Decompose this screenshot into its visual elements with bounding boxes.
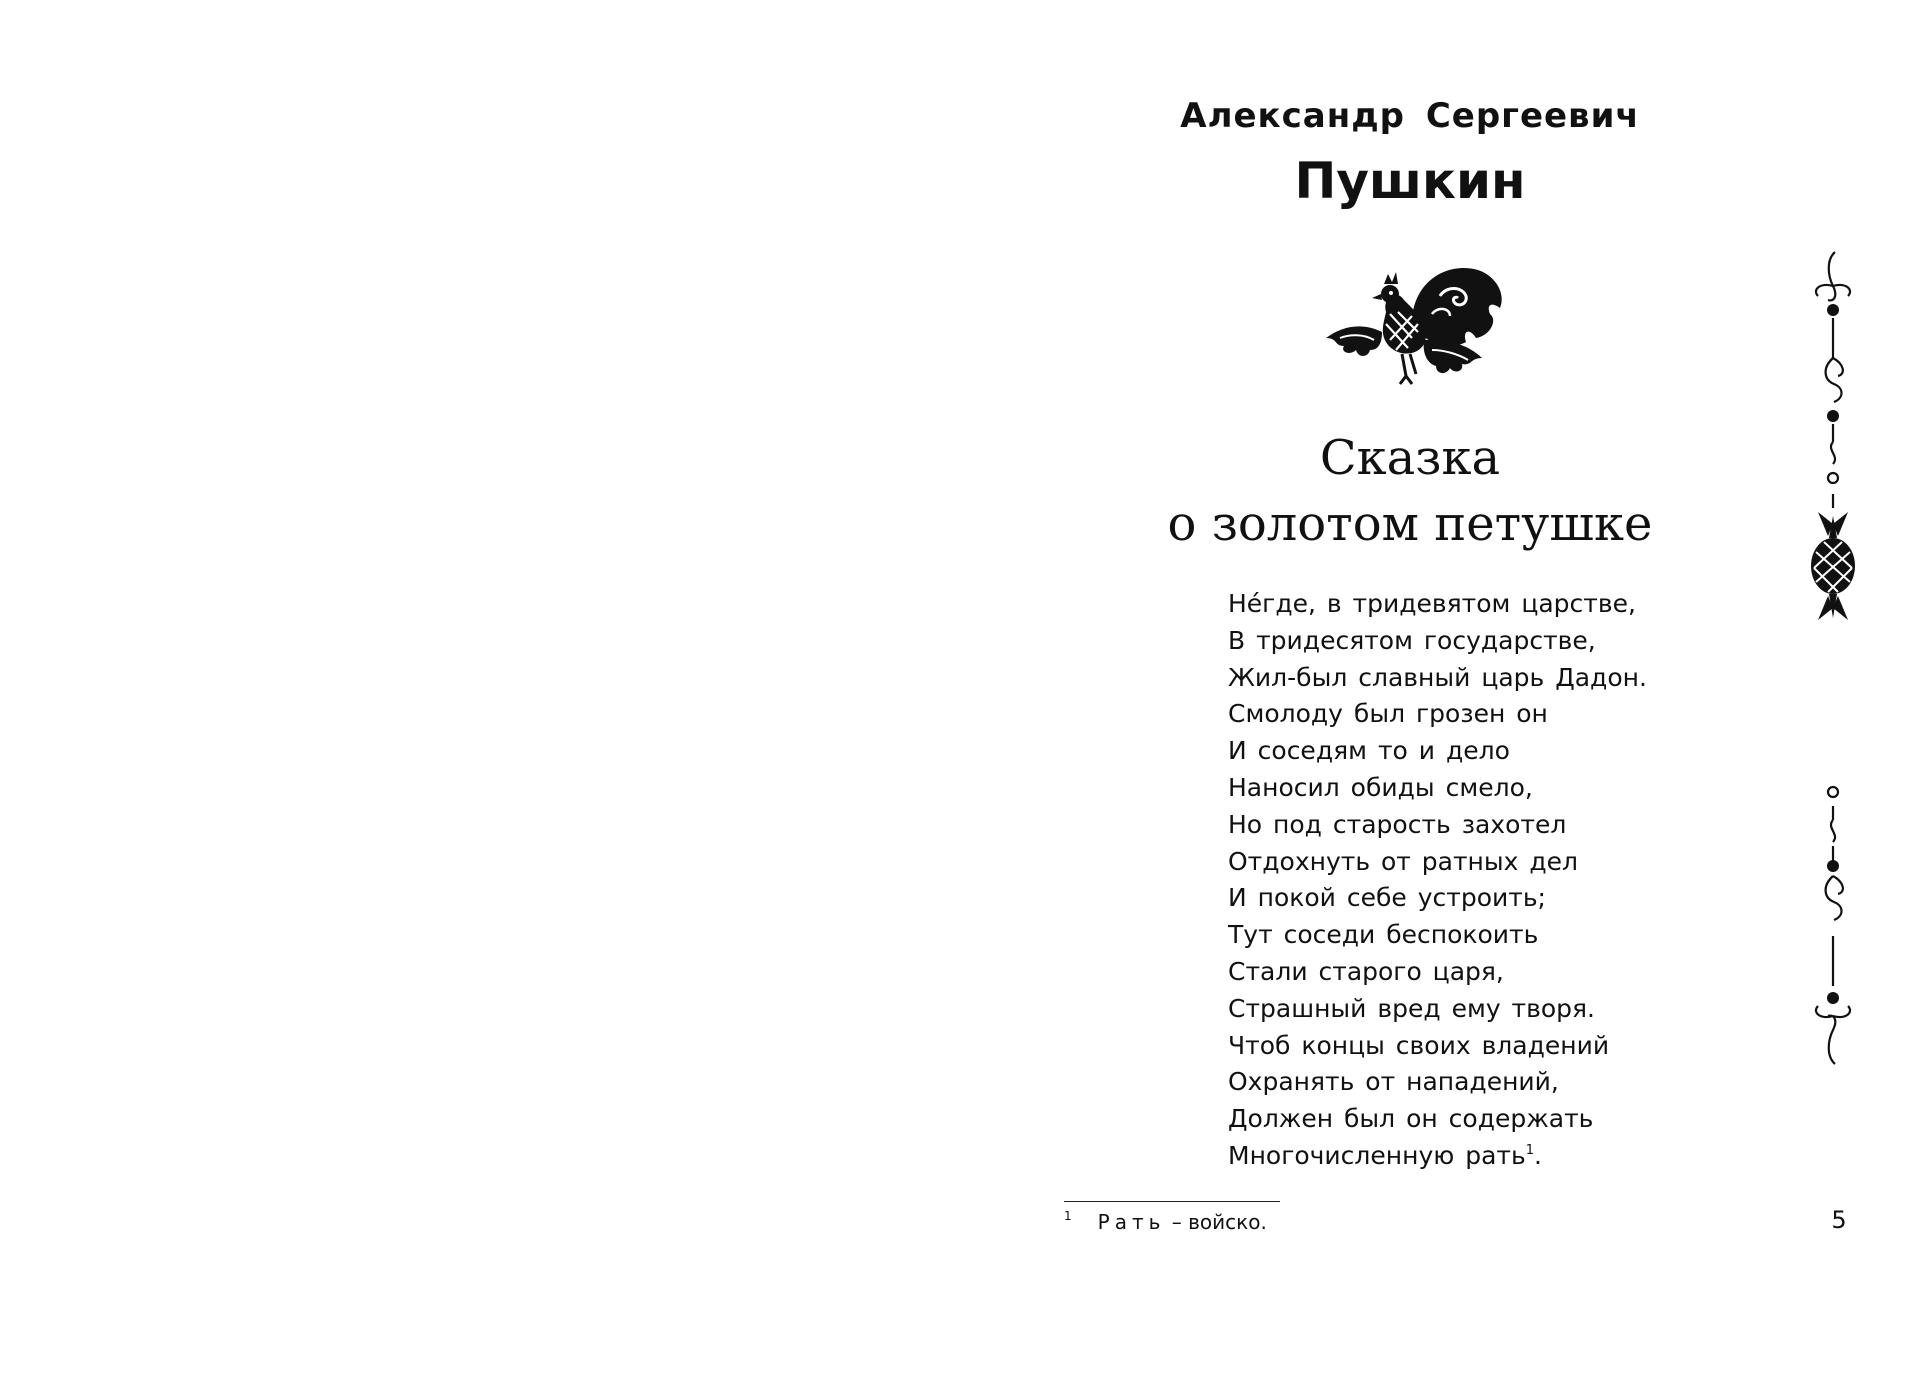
- poem-line-punct: .: [1534, 1140, 1542, 1170]
- footnote-term: Рать: [1097, 1210, 1166, 1234]
- tale-title: [1130, 425, 1690, 557]
- footnote: [1064, 1209, 1464, 1234]
- poem-line: Наносил обиды смело,: [1228, 772, 1533, 802]
- poem-line: Охранять от нападений,: [1228, 1067, 1559, 1097]
- poem-line: И соседям то и дело: [1228, 736, 1510, 766]
- poem-line: Страшный вред ему творя.: [1228, 993, 1596, 1023]
- footnote-definition: – войско.: [1171, 1210, 1267, 1234]
- poem-stanza: [1228, 586, 1668, 1175]
- page-number: 5: [1831, 1206, 1847, 1234]
- rooster-silhouette-icon: [1320, 258, 1506, 388]
- poem-line: В тридесятом государстве,: [1228, 625, 1596, 655]
- poem-line: Тут соседи беспокоить: [1228, 920, 1539, 950]
- poem-line: Смолоду был грозен он: [1228, 699, 1548, 729]
- poem-line: Должен был он содержать: [1228, 1104, 1594, 1134]
- poem-line: Отдохнуть от ратных дел: [1228, 846, 1579, 876]
- poem-line-text: Многочисленную рать: [1228, 1140, 1526, 1170]
- poem-line: Но под старость захотел: [1228, 809, 1567, 839]
- poem-line: Нéгде, в тридевятом царстве,: [1228, 589, 1636, 618]
- vertical-ornament-icon: [1798, 246, 1868, 1070]
- author-surname: Пушкин: [1294, 152, 1526, 210]
- poem-line: И покой себе устроить;: [1228, 883, 1546, 913]
- poem-line: Чтоб концы своих владений: [1228, 1030, 1610, 1060]
- poem-line: Стали старого царя,: [1228, 956, 1504, 986]
- poem-line: Жил-был славный царь Дадон.: [1228, 662, 1647, 692]
- footnote-mark: 1: [1064, 1209, 1072, 1223]
- tale-title-line-1: Сказка: [1319, 430, 1501, 486]
- footnote-divider: [1064, 1201, 1280, 1202]
- author-first-names: Александр Сергеевич: [1180, 96, 1640, 136]
- poem-line-last: [1228, 1138, 1668, 1175]
- footnote-reference[interactable]: 1: [1525, 1142, 1535, 1158]
- tale-title-line-2: о золотом петушке: [1167, 496, 1653, 552]
